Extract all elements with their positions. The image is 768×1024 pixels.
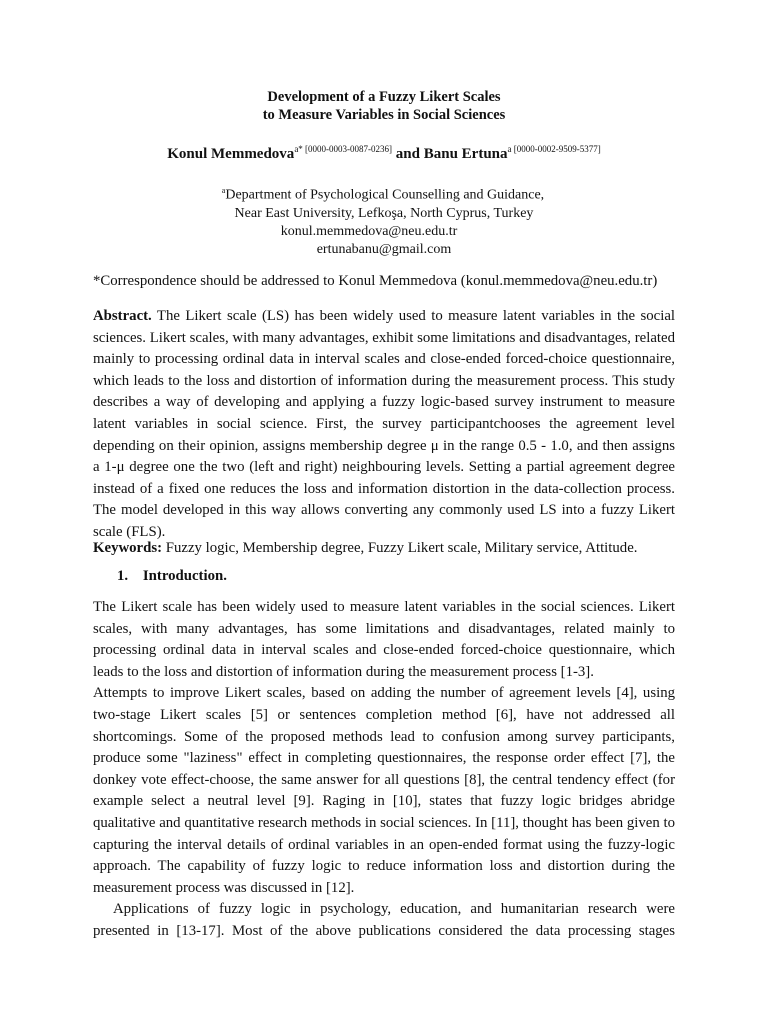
author-orcid: a [0000-0002-9509-5377]: [507, 144, 601, 154]
author-name: Konul Memmedova: [167, 146, 295, 162]
affiliation: [0, 182, 768, 259]
author-separator: and: [392, 146, 424, 162]
author-name: Banu Ertuna: [423, 146, 508, 162]
email-link[interactable]: konul.memmedova@neu.edu.tr: [280, 223, 458, 239]
section-title: Introduction.: [142, 568, 227, 584]
paper-title: [0, 88, 768, 124]
author-orcid: a* [0000-0003-0087-0236]: [294, 144, 393, 154]
keywords: [93, 538, 675, 560]
introduction-body: [93, 597, 675, 943]
email-link[interactable]: ertunabanu@gmail.com: [316, 241, 452, 257]
abstract-text: The Likert scale (LS) has been widely used to measure latent variables in the social sciences. Likert scales, with many advantages, exhibit some limitations and disadvantages, related mainly to processing ordinal data in interval scales and close-ended forced-choice questionnaire, which leads to the loss and distortion of information during the measurement process. This study describes a way of developing and applying a fuzzy logic-based survey instrument to measure latent variables in social science. First, the survey participantchooses the agreement level depending on their opinion, assigns membership degree μ in the range 0.5 - 1.0, and then assigns a 1-μ degree one the two (left and right) neighbouring levels. Setting a partial agreement degree instead of a fixed one reduces the loss and information distortion in the data-collection process. The model developed in this way allows converting any commonly used LS into a fuzzy Likert scale (FLS).: [93, 308, 675, 540]
section-number: 1.: [117, 568, 129, 584]
keywords-text: Fuzzy logic, Membership degree, Fuzzy Likert scale, Military service, Attitude.: [162, 540, 638, 556]
affiliation-dept: Department of Psychological Counselling and Guidance,: [225, 187, 545, 203]
authors: [0, 144, 768, 163]
title-line: Development of a Fuzzy Likert Scales: [267, 89, 501, 105]
section-heading: [117, 568, 227, 585]
abstract: [93, 306, 675, 544]
keywords-label: Keywords:: [93, 540, 163, 556]
title-line: to Measure Variables in Social Sciences: [262, 107, 506, 123]
correspondence-note: *Correspondence should be addressed to Konul Memmedova (konul.memmedova@neu.edu.tr): [93, 273, 658, 289]
paragraph: The Likert scale has been widely used to measure latent variables in the social sciences. Likert scales, with many advantages, has some limitations and disadvantages, related mainly to processing ordinal data in interval scales and close-ended forced-choice questionnaire, which leads to the loss and distortion of information during the measurement process [1-3].: [93, 599, 675, 680]
affiliation-university: Near East University, Lefkoşa, North Cyprus, Turkey: [234, 205, 534, 221]
paragraph: Applications of fuzzy logic in psychology, education, and humanitarian research were presented in [13-17]. Most of the above publications considered the data processing stages: [93, 901, 675, 939]
paragraph: Attempts to improve Likert scales, based on adding the number of agreement levels [4], using two-stage Likert scales [5] or sentences completion method [6], have not addressed all shortcomings. Some of the proposed methods lead to confusion among survey participants, produce some "laziness" effect in completing questionnaires, the response order effect [7], the donkey vote effect-choose, the same answer for all questions [8], the central tendency effect (for example select a neutral level [9]. Raging in [10], states that fuzzy logic bridges abridge qualitative and quantitative research methods in social sciences. In [11], thought has been given to capturing the interval details of ordinal variables in an open-ended format using the fuzzy-logic approach. The capability of fuzzy logic to reduce information loss and distortion during the measurement process was discussed in [12].: [93, 685, 675, 896]
abstract-label: Abstract.: [93, 308, 152, 324]
affiliation-marker: a: [221, 186, 226, 195]
